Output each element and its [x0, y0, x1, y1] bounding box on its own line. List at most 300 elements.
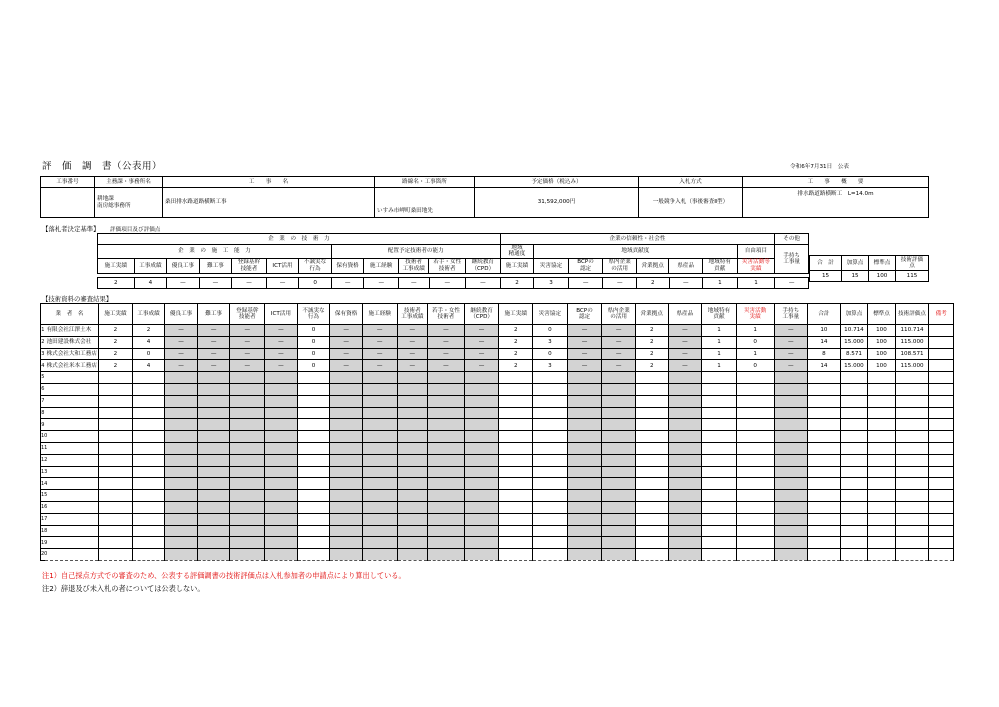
result-cell: [567, 501, 602, 513]
result-cell: [736, 395, 774, 407]
result-cell: [397, 549, 428, 561]
criteria-section-label: 【落札者決定基準】: [42, 225, 100, 233]
header-summary: 工 事 概 要: [743, 177, 929, 188]
result-cell: [602, 442, 636, 454]
criteria-point: —: [603, 278, 637, 289]
result-cell: [840, 466, 868, 478]
header-method: 入札方式: [639, 177, 743, 188]
criteria-col-header: 工事成績: [134, 258, 167, 273]
result-cell: [533, 513, 568, 525]
result-cell: [330, 525, 363, 537]
result-cell: [297, 419, 330, 431]
result-cell: [165, 442, 198, 454]
result-cell: 2: [499, 336, 533, 348]
result-cell: [464, 431, 499, 443]
result-cell: [165, 383, 198, 395]
result-cell: [197, 395, 230, 407]
result-cell: [330, 490, 363, 502]
result-cell: [567, 395, 602, 407]
result-cell: [499, 501, 533, 513]
result-cell: [868, 395, 896, 407]
result-cell: [602, 537, 636, 549]
result-cell: [635, 466, 668, 478]
result-cell: [840, 431, 868, 443]
result-cell: [330, 407, 363, 419]
criteria-col-header: 施工実績: [98, 258, 135, 273]
result-cell: [533, 537, 568, 549]
result-cell: [230, 372, 265, 384]
criteria-col-header: 施工経験: [364, 258, 399, 273]
result-cell: [132, 537, 165, 549]
result-cell: [499, 525, 533, 537]
result-cell: [362, 442, 397, 454]
result-cell: —: [265, 336, 298, 348]
result-cell: [868, 372, 896, 384]
result-cell: [397, 525, 428, 537]
result-cell: [230, 537, 265, 549]
criteria-col-header: 技術者 工事成績: [398, 258, 429, 273]
result-cell: [464, 537, 499, 549]
criteria-col-header: 保有資格: [331, 258, 364, 273]
result-cell: [132, 525, 165, 537]
result-cell: [868, 466, 896, 478]
row-number: 7: [41, 395, 45, 407]
result-cell: [197, 490, 230, 502]
bid-method: 一般競争入札（事後審査Ⅱ型）: [639, 188, 743, 218]
criteria-point: 2: [98, 278, 135, 289]
result-cell: [668, 537, 702, 549]
result-cell: [428, 431, 465, 443]
result-cell: —: [265, 348, 298, 360]
result-cell: 0: [533, 348, 568, 360]
result-cell: [297, 549, 330, 561]
result-cell: [499, 383, 533, 395]
criteria-col-header: 継続教育 （CPD）: [466, 258, 501, 273]
result-cell: [808, 419, 841, 431]
result-col-header: 備考: [929, 304, 954, 325]
result-cell: [397, 454, 428, 466]
result-cell: —: [567, 348, 602, 360]
result-cell: [567, 537, 602, 549]
result-cell: [868, 537, 896, 549]
result-cell: [397, 407, 428, 419]
result-cell: [668, 501, 702, 513]
result-cell: [428, 407, 465, 419]
result-cell: [297, 407, 330, 419]
result-cell: 0: [297, 336, 330, 348]
result-cell: [668, 549, 702, 561]
result-cell: 100: [868, 325, 896, 337]
result-cell: 115.000: [895, 336, 929, 348]
result-cell: [464, 454, 499, 466]
result-cell: [533, 395, 568, 407]
result-cell: [895, 525, 929, 537]
result-cell: [132, 490, 165, 502]
result-cell: [895, 407, 929, 419]
result-cell: [736, 442, 774, 454]
result-cell: [99, 513, 133, 525]
result-cell: [464, 466, 499, 478]
result-cell: [736, 478, 774, 490]
result-cell: [99, 383, 133, 395]
result-cell: [330, 501, 363, 513]
result-cell: [702, 537, 737, 549]
result-cell: 2: [99, 348, 133, 360]
result-cell: [330, 454, 363, 466]
result-cell: [464, 395, 499, 407]
result-cell: [165, 513, 198, 525]
result-cell: [736, 501, 774, 513]
result-cell: [265, 442, 298, 454]
result-cell: [499, 549, 533, 561]
table-row: [41, 537, 954, 549]
table-row: [41, 407, 954, 419]
result-cell: [499, 490, 533, 502]
result-cell: [533, 372, 568, 384]
result-cell: [428, 419, 465, 431]
result-cell: 2: [99, 336, 133, 348]
criteria-point: —: [167, 278, 200, 289]
header-price: 予定価格（税込み）: [475, 177, 639, 188]
table-row: [41, 372, 954, 384]
group-region-contrib: 地域貢献度: [534, 245, 737, 259]
table-row: [41, 442, 954, 454]
result-cell: [702, 549, 737, 561]
criteria-col-header: 難工事: [199, 258, 232, 273]
company-name: [45, 395, 99, 407]
result-cell: [602, 407, 636, 419]
result-cell: [428, 383, 465, 395]
result-cell: [533, 454, 568, 466]
row-number: 2: [41, 336, 45, 348]
result-cell: [297, 454, 330, 466]
result-cell: —: [197, 360, 230, 372]
result-cell: [567, 407, 602, 419]
result-cell: [533, 525, 568, 537]
result-cell: [99, 549, 133, 561]
result-cell: [602, 466, 636, 478]
result-cell: [297, 478, 330, 490]
result-cell: [197, 431, 230, 443]
result-cell: [868, 383, 896, 395]
result-cell: —: [774, 348, 808, 360]
company-name: [45, 419, 99, 431]
result-cell: [230, 419, 265, 431]
result-cell: [99, 537, 133, 549]
result-cell: [362, 431, 397, 443]
result-cell: 1: [702, 325, 737, 337]
result-cell: [929, 372, 954, 384]
result-col-header: 施工実績: [99, 304, 133, 325]
result-cell: —: [428, 348, 465, 360]
result-cell: [702, 466, 737, 478]
result-cell: —: [668, 348, 702, 360]
result-cell: [428, 549, 465, 561]
result-cell: [533, 490, 568, 502]
result-cell: [499, 442, 533, 454]
company-name: [45, 454, 99, 466]
result-cell: [702, 372, 737, 384]
criteria-col-header: 施工実績: [500, 258, 534, 273]
result-cell: [567, 490, 602, 502]
result-cell: [702, 431, 737, 443]
result-cell: —: [428, 360, 465, 372]
result-cell: [362, 395, 397, 407]
result-cell: 0: [533, 325, 568, 337]
result-col-header: 継続教育 （CPD）: [464, 304, 499, 325]
result-cell: [197, 525, 230, 537]
result-cell: [895, 442, 929, 454]
result-cell: 15.000: [840, 360, 868, 372]
result-cell: [99, 454, 133, 466]
result-cell: [99, 395, 133, 407]
result-cell: [265, 454, 298, 466]
result-cell: 110.714: [895, 325, 929, 337]
result-cell: [265, 513, 298, 525]
result-cell: [397, 513, 428, 525]
criteria-point: —: [669, 278, 703, 289]
criteria-total-header: 標準点: [869, 256, 896, 271]
company-name: [45, 431, 99, 443]
result-cell: [567, 525, 602, 537]
table-row: [41, 454, 954, 466]
result-cell: [808, 525, 841, 537]
result-cell: [397, 419, 428, 431]
result-cell: [397, 431, 428, 443]
result-cell: [533, 407, 568, 419]
criteria-col-header: 災害活動等 実績: [737, 258, 775, 273]
result-cell: [165, 537, 198, 549]
result-cell: [774, 501, 808, 513]
result-cell: [567, 372, 602, 384]
result-cell: —: [165, 336, 198, 348]
company-name: [45, 501, 99, 513]
result-cell: [736, 525, 774, 537]
result-cell: 8.571: [840, 348, 868, 360]
result-cell: [362, 466, 397, 478]
result-cell: [895, 490, 929, 502]
result-cell: [929, 419, 954, 431]
result-cell: [702, 501, 737, 513]
result-cell: [230, 513, 265, 525]
group-tomochi: 手持ち 工事量: [775, 245, 809, 274]
result-cell: [929, 431, 954, 443]
row-number: 10: [41, 431, 45, 443]
header-project-name: 工 事 名: [163, 177, 375, 188]
result-cell: [635, 395, 668, 407]
result-cell: [840, 383, 868, 395]
result-cell: [895, 395, 929, 407]
result-cell: [330, 431, 363, 443]
result-cell: [197, 454, 230, 466]
result-cell: —: [567, 325, 602, 337]
row-number: 16: [41, 501, 45, 513]
result-cell: —: [464, 325, 499, 337]
result-cell: [668, 454, 702, 466]
table-row: [41, 501, 954, 513]
result-col-header: 若手・女性 技術者: [428, 304, 465, 325]
result-cell: [602, 490, 636, 502]
result-cell: [929, 336, 954, 348]
result-cell: [840, 501, 868, 513]
result-col-header: 災害協定: [533, 304, 568, 325]
result-cell: [428, 490, 465, 502]
result-cell: [397, 442, 428, 454]
criteria-table: [97, 233, 809, 274]
result-cell: [362, 525, 397, 537]
result-cell: [635, 537, 668, 549]
result-col-header: 不誠実な 行為: [297, 304, 330, 325]
result-cell: [165, 478, 198, 490]
result-cell: [868, 419, 896, 431]
table-row: [41, 325, 954, 337]
company-name: [45, 466, 99, 478]
criteria-point: —: [429, 278, 466, 289]
row-number: 11: [41, 442, 45, 454]
result-cell: [736, 537, 774, 549]
row-number: 15: [41, 490, 45, 502]
result-cell: [165, 525, 198, 537]
result-col-header: 県産品: [668, 304, 702, 325]
result-cell: [868, 490, 896, 502]
result-cell: [499, 372, 533, 384]
result-cell: 0: [297, 325, 330, 337]
result-cell: [895, 501, 929, 513]
result-cell: 100: [868, 336, 896, 348]
result-cell: [895, 454, 929, 466]
result-cell: [668, 525, 702, 537]
result-cell: [464, 407, 499, 419]
result-cell: —: [567, 336, 602, 348]
result-cell: [635, 431, 668, 443]
result-cell: [736, 407, 774, 419]
row-number: 17: [41, 513, 45, 525]
result-cell: [428, 454, 465, 466]
result-cell: [736, 419, 774, 431]
result-cell: [265, 490, 298, 502]
result-cell: [197, 407, 230, 419]
result-col-header: 難工事: [197, 304, 230, 325]
result-cell: [840, 419, 868, 431]
result-cell: [464, 383, 499, 395]
result-cell: [362, 419, 397, 431]
result-cell: —: [602, 348, 636, 360]
result-cell: [567, 454, 602, 466]
page-title: 評 価 調 書（公表用）: [42, 161, 163, 172]
result-cell: —: [330, 348, 363, 360]
result-cell: [895, 431, 929, 443]
criteria-col-header: 営業拠点: [636, 258, 669, 273]
result-cell: [230, 407, 265, 419]
result-cell: 2: [499, 325, 533, 337]
result-cell: 108.571: [895, 348, 929, 360]
criteria-col-header: 地域特有 貢献: [702, 258, 737, 273]
criteria-col-header: 優良工事: [167, 258, 200, 273]
result-cell: [330, 372, 363, 384]
result-cell: [197, 419, 230, 431]
criteria-point: —: [466, 278, 501, 289]
group-trust: 企業の信頼性・社会性: [500, 234, 775, 245]
result-cell: [808, 478, 841, 490]
result-cell: 100: [868, 348, 896, 360]
result-col-header: 災害活動 実績: [736, 304, 774, 325]
result-cell: [929, 442, 954, 454]
result-cell: [297, 442, 330, 454]
company-name: [45, 478, 99, 490]
result-cell: 2: [499, 348, 533, 360]
result-cell: [702, 525, 737, 537]
criteria-point: 0: [299, 278, 332, 289]
result-cell: [602, 478, 636, 490]
result-cell: [330, 395, 363, 407]
criteria-total-point: 115: [896, 271, 929, 282]
result-cell: —: [602, 325, 636, 337]
result-cell: [929, 537, 954, 549]
project-location: いすみ市岬町桑田地先: [375, 188, 475, 218]
result-cell: [602, 395, 636, 407]
result-cell: [635, 372, 668, 384]
result-cell: [635, 478, 668, 490]
result-cell: —: [774, 325, 808, 337]
result-cell: [533, 419, 568, 431]
criteria-total-header: 技術評価 点: [896, 256, 929, 271]
result-cell: [808, 407, 841, 419]
result-cell: [330, 478, 363, 490]
result-cell: [895, 478, 929, 490]
result-cell: [330, 419, 363, 431]
result-cell: 1: [702, 336, 737, 348]
criteria-col-header: 県産品: [669, 258, 703, 273]
company-name: [45, 383, 99, 395]
result-cell: [808, 431, 841, 443]
result-cell: [499, 466, 533, 478]
result-cell: [929, 454, 954, 466]
result-cell: [774, 454, 808, 466]
row-number: 12: [41, 454, 45, 466]
result-cell: [499, 513, 533, 525]
result-cell: [428, 501, 465, 513]
criteria-total-point: 100: [869, 271, 896, 282]
result-cell: [362, 501, 397, 513]
result-cell: [230, 501, 265, 513]
result-cell: [929, 325, 954, 337]
result-cell: [165, 501, 198, 513]
result-cell: [635, 549, 668, 561]
criteria-col-header: 登録基幹 技能者: [232, 258, 267, 273]
result-cell: [635, 490, 668, 502]
row-number: 1: [41, 325, 45, 337]
result-cell: [99, 419, 133, 431]
result-cell: [499, 407, 533, 419]
table-row: [41, 466, 954, 478]
result-cell: 8: [808, 348, 841, 360]
result-cell: 2: [499, 360, 533, 372]
result-cell: [533, 549, 568, 561]
result-cell: [362, 513, 397, 525]
criteria-point: —: [775, 278, 809, 289]
result-col-header: 技術評価点: [895, 304, 929, 325]
criteria-point: 1: [703, 278, 738, 289]
result-col-header: 登録基幹 技能者: [230, 304, 265, 325]
result-cell: [265, 525, 298, 537]
criteria-point: —: [331, 278, 364, 289]
result-cell: [567, 549, 602, 561]
criteria-col-header: 若手・女性 技術者: [429, 258, 466, 273]
result-cell: [635, 419, 668, 431]
result-cell: —: [230, 360, 265, 372]
result-col-header: 保有資格: [330, 304, 363, 325]
result-cell: [840, 372, 868, 384]
